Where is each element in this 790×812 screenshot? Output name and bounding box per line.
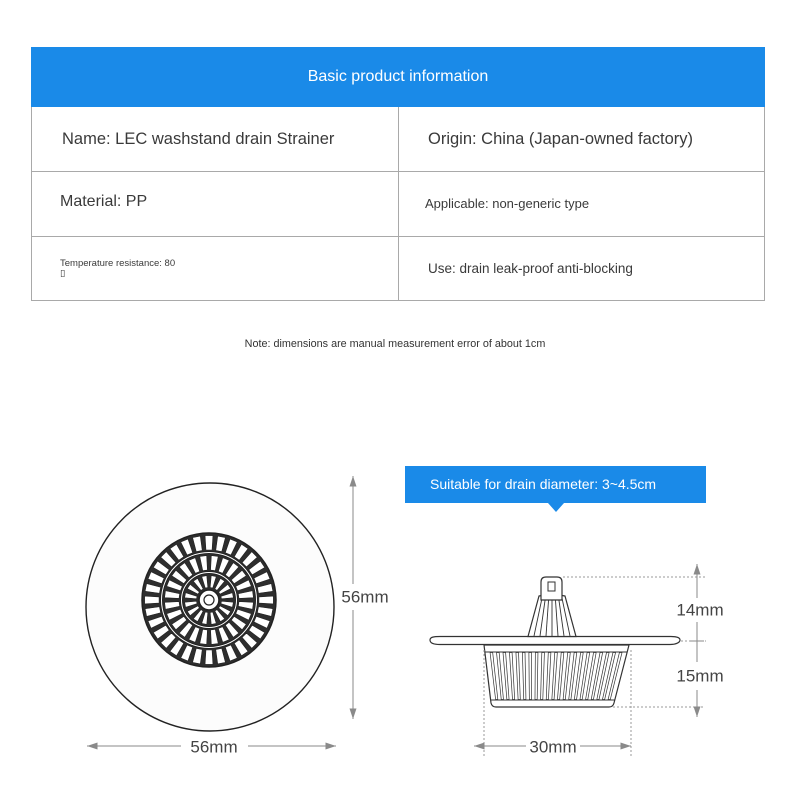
lower-height-label: 15mm [676, 666, 724, 686]
upper-height-label: 14mm [676, 600, 724, 620]
drain-hole [204, 595, 214, 605]
basket-width-label: 30mm [529, 737, 577, 757]
basket-slat [535, 653, 538, 700]
grate-outer-slot [205, 536, 213, 550]
grate-outer-slot [145, 596, 159, 604]
applicable-text: Applicable: non-generic type [425, 196, 590, 211]
product-name-text: Name: LEC washstand drain Strainer [62, 130, 335, 148]
top-view-drawing [86, 483, 334, 731]
origin-text: Origin: China (Japan-owned factory) [428, 130, 694, 148]
measurement-note: Note: dimensions are manual measurement error of about 1cm [244, 338, 546, 350]
top-view-width-label: 56mm [190, 737, 238, 757]
use-text: Use: drain leak-proof anti-blocking [428, 260, 633, 276]
grate-outer-slot [205, 650, 213, 664]
stem-knob [541, 577, 562, 600]
material-text: Material: PP [60, 193, 148, 210]
temperature-resistance-text: Temperature resistance: 80 [60, 257, 176, 269]
grate-outer-slot [259, 596, 273, 604]
side-view-drawing [430, 577, 680, 707]
temperature-unit-glyph: ▯ [60, 267, 66, 279]
top-view-width-dimension [87, 738, 336, 757]
strainer-disk-profile [430, 637, 680, 645]
header-title: Basic product information [307, 68, 489, 85]
top-view-height-label: 56mm [341, 587, 389, 607]
side-view-width-dimension [474, 738, 631, 757]
basket-slat [529, 653, 532, 700]
side-view-height-dimension [676, 564, 723, 717]
strainer-grate [142, 533, 276, 667]
callout-text: Suitable for drain diameter: 3~4.5cm [430, 476, 657, 492]
top-view-height-dimension [341, 476, 388, 719]
